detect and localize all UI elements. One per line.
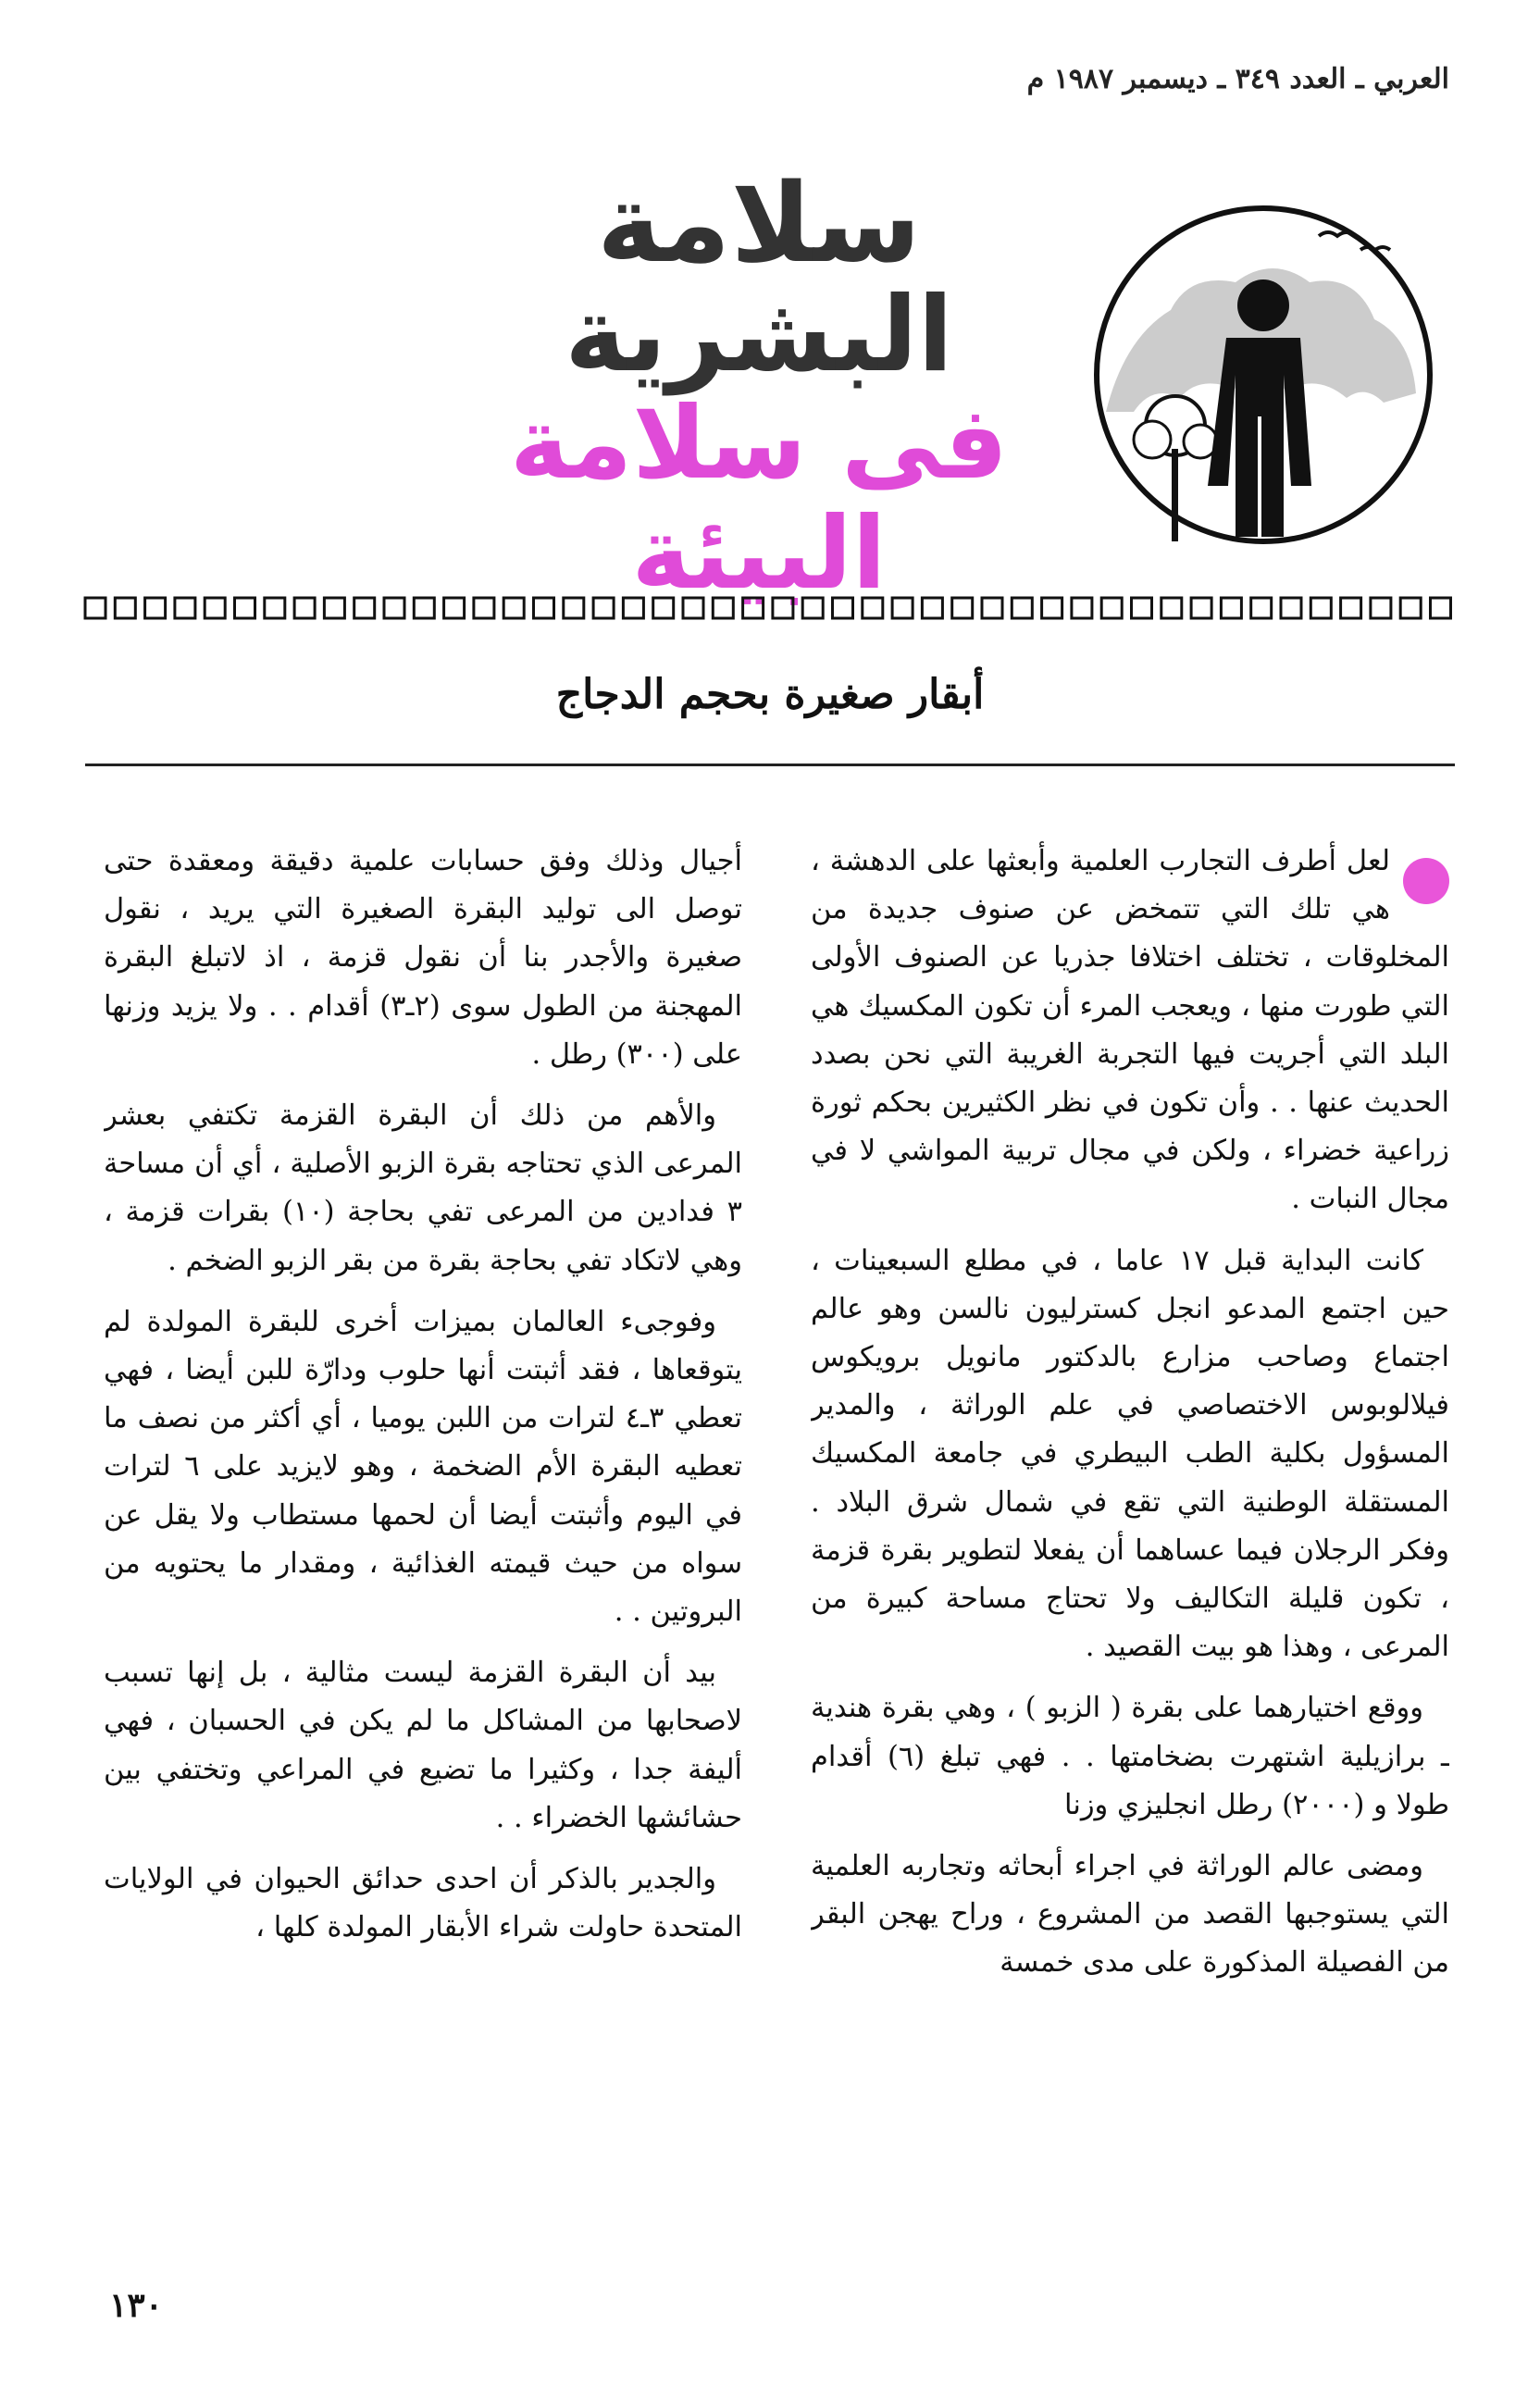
- article-column-right: [811, 838, 1449, 2179]
- border-square: [863, 598, 883, 618]
- person-tree-globe-emblem-icon: [1087, 199, 1439, 551]
- border-square: [683, 598, 703, 618]
- border-square: [713, 598, 733, 618]
- border-square: [205, 598, 225, 618]
- paragraph: بيد أن البقرة القزمة ليست مثالية ، بل إنها تسبب لاصحابها من المشاكل ما لم يكن في الحسبان ، فهي أليفة جدا ، وكثيرا ما تضيع في المراعي وتختفي بين حشائشها الخضراء . .: [104, 1657, 742, 1834]
- border-square: [623, 598, 643, 618]
- border-square: [982, 598, 1002, 618]
- border-square: [1281, 598, 1301, 618]
- border-square: [773, 598, 793, 618]
- border-square: [743, 598, 764, 618]
- paragraph: لعل أطرف التجارب العلمية وأبعثها على الدهشة ، هي تلك التي تتمخض عن صنوف جديدة من المخلوقات ، تختلف اختلافا جذريا عن الصنوف الأولى التي طورت منها ، ويعجب المرء أن تكون المكسيك هي البلد التي أجريت فيها التجربة الغريبة التي نحن بصدد الحديث عنها . . وأن تكون في نظر الكثيرين بحكم ثورة زراعية خضراء ، ولكن في مجال تربية المواشي لا في مجال النبات .: [811, 845, 1449, 1216]
- border-square: [564, 598, 584, 618]
- border-square: [235, 598, 255, 618]
- border-square: [414, 598, 434, 618]
- border-square: [1341, 598, 1361, 618]
- headline-divider: [85, 764, 1455, 766]
- paragraph: وفوجىء العالمان بميزات أخرى للبقرة المولدة لم يتوقعاها ، فقد أثبتت أنها حلوب ودارّة للبن أيضا ، فهي تعطي ٣ـ٤ لترات من اللبن يوميا ، أي أكثر من نصف ما تعطيه البقرة الأم الضخمة ، وهو لايزيد على ٦ لترات في اليوم وأثبتت أيضا أن لحمها مستطاب ولا يقل عن سواه من حيث قيمته الغذائية ، ومقدار ما يحتويه من البروتين . .: [104, 1305, 742, 1629]
- border-square: [265, 598, 285, 618]
- paragraph: أجيال وذلك وفق حسابات علمية دقيقة ومعقدة حتى توصل الى توليد البقرة الصغيرة التي يريد ، نقول صغيرة والأجدر بنا أن نقول قزمة ، اذ لاتبلغ البقرة المهجنة من الطول سوى (٢ـ٣) أقدام . . ولا يزيد وزنها على (٣٠٠) رطل .: [104, 845, 742, 1071]
- border-square: [802, 598, 823, 618]
- paragraph: ومضى عالم الوراثة في اجراء أبحاثه وتجاربه العلمية التي يستوجبها القصد من المشروع ، وراح يهجن البقر من الفصيلة المذكورة على مدى خمسة: [811, 1850, 1449, 1980]
- border-square: [1400, 598, 1421, 618]
- border-square: [593, 598, 614, 618]
- border-square: [892, 598, 913, 618]
- paragraph: كانت البداية قبل ١٧ عاما ، في مطلع السبعينات ، حين اجتمع المدعو انجل كسترليون نالسن وهو عالم اجتماع وصاحب مزارع بالدكتور مانويل برويكوس فيلالوبوس الاختصاصي في علم الوراثة ، والمدير المسؤول بكلية الطب البيطري في جامعة المكسيك المستقلة الوطنية التي تقع في شمال شرق البلاد . وفكر الرجلان فيما عساهما أن يفعلا لتطوير بقرة قزمة ، تكون قليلة التكاليف ولا تحتاج مساحة كبيرة من المرعى ، وهذا هو بيت القصيد .: [811, 1244, 1449, 1664]
- border-square: [1101, 598, 1122, 618]
- border-square: [324, 598, 344, 618]
- border-square: [85, 598, 106, 618]
- decorative-square-border: [81, 592, 1459, 624]
- masthead-line-3: فى سلامة البيئة: [509, 386, 1009, 613]
- border-square: [115, 598, 135, 618]
- border-square: [1431, 598, 1451, 618]
- paragraph: والجدير بالذكر أن احدى حدائق الحيوان في الولايات المتحدة حاولت شراء الأبقار المولدة كلها ،: [104, 1863, 742, 1944]
- paragraph: والأهم من ذلك أن البقرة القزمة تكتفي بعشر المرعى الذي تحتاجه بقرة الزبو الأصلية ، أي أن مساحة ٣ فدادين من المرعى تفي بحاجة (١٠) بقرات قزمة ، وهي لاتكاد تفي بحاجة بقرة من بقر الزبو الضخم .: [104, 1099, 742, 1277]
- masthead-line-2: البشرية: [565, 274, 953, 395]
- border-square: [1251, 598, 1272, 618]
- border-square: [1072, 598, 1092, 618]
- border-square: [1161, 598, 1182, 618]
- article-headline: أبقار صغيرة بحجم الدجاج: [555, 671, 985, 718]
- border-square: [833, 598, 853, 618]
- border-square: [1191, 598, 1211, 618]
- border-square: [474, 598, 494, 618]
- bullet-dot-icon: [1403, 858, 1449, 904]
- border-square: [922, 598, 942, 618]
- issue-line: العربي ـ العدد ٣٤٩ ـ ديسمبر ١٩٨٧ م: [1026, 63, 1449, 95]
- border-square: [1042, 598, 1062, 618]
- paragraph: ووقع اختيارهما على بقرة ( الزبو ) ، وهي بقرة هندية ـ برازيلية اشتهرت بضخامتها . . فهي تبلغ (٦) أقدام طولا و (٢٠٠٠) رطل انجليزي وزنا: [811, 1692, 1449, 1821]
- border-square: [444, 598, 465, 618]
- border-square: [653, 598, 674, 618]
- border-square: [952, 598, 973, 618]
- article-column-left: [104, 838, 742, 2179]
- border-square: [1132, 598, 1152, 618]
- border-square: [534, 598, 554, 618]
- page-number: ١٣٠: [109, 2286, 164, 2325]
- border-square: [175, 598, 195, 618]
- border-square: [1221, 598, 1241, 618]
- border-square: [384, 598, 404, 618]
- border-square: [145, 598, 166, 618]
- border-square: [1371, 598, 1391, 618]
- border-square: [503, 598, 524, 618]
- border-square: [294, 598, 315, 618]
- border-square: [354, 598, 375, 618]
- border-square: [1310, 598, 1331, 618]
- masthead-line-1: سلامة: [596, 159, 922, 287]
- border-square: [1012, 598, 1032, 618]
- masthead: [481, 159, 1037, 613]
